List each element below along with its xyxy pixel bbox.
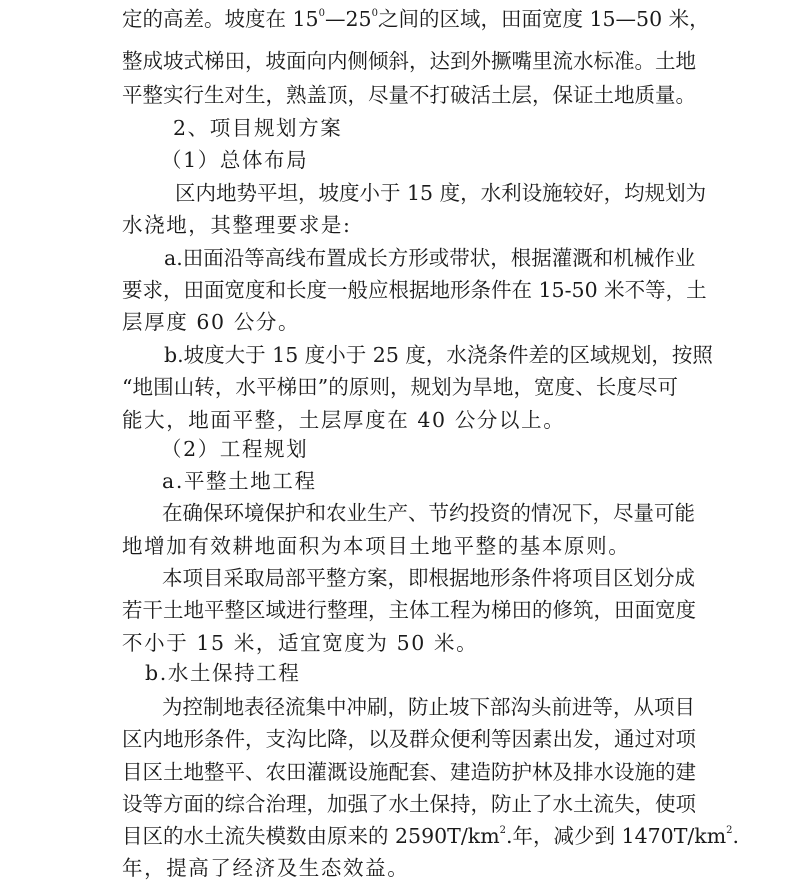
text-segment: 要求，田面宽度和长度一般应根据地形条件在 15-50 米不等，土 [122,278,707,302]
text-line [162,562,695,594]
text-line [122,594,696,626]
text-segment: 区内地势平坦，坡度小于 15 度，水利设施较好，均规划为 [175,181,707,205]
superscript: 2 [726,825,733,837]
text-line [122,45,696,77]
text-segment: . [732,824,740,848]
text-line [122,209,522,241]
text-line [122,627,522,659]
text-segment: “地围山转，水平梯田”的原则，规划为旱地，宽度、长度尽可 [122,375,678,399]
text-line [122,852,522,884]
text-segment: a.平整土地工程 [162,469,317,493]
text-line [122,3,710,35]
text-line [122,274,707,306]
item-heading [145,657,545,689]
text-line [122,723,696,755]
text-line [122,306,522,338]
superscript: 0 [371,8,378,20]
text-segment: 年，提高了经济及生态效益。 [122,856,410,880]
text-segment: 不小于 15 米，适宜宽度为 50 米。 [122,631,479,655]
text-segment: .年，减少到 1470T/km [506,824,727,848]
text-segment: b.水土保持工程 [145,661,301,685]
text-segment: 能大，地面平整，土层厚度在 40 公分以上。 [122,408,566,432]
item-heading [162,465,562,497]
text-line [162,497,695,529]
text-segment: —25 [324,7,372,31]
text-segment: 目区土地整平、农田灌溉设施配套、建造防护林及排水设施的建 [122,760,696,784]
text-segment: 本项目采取局部平整方案，即根据地形条件将项目区划分成 [162,566,695,590]
text-segment: （2）工程规划 [161,437,309,461]
text-segment: 为控制地表径流集中冲刷，防止坡下部沟头前进等，从项目 [162,695,695,719]
section-heading [173,112,573,144]
text-line [162,691,695,723]
text-line [122,530,642,562]
text-line [122,788,696,820]
superscript: 0 [318,8,325,20]
subsection-heading [161,433,561,465]
superscript: 2 [499,825,507,837]
text-segment: （1）总体布局 [161,148,309,172]
text-segment: 定的高差。坡度在 15 [122,7,319,31]
text-segment: 区内地形条件，支沟比降，以及群众便利等因素出发，通过对项 [122,727,696,751]
text-segment: 目区的水土流失模数由原来的 2590T/km [122,824,500,848]
text-line [164,339,713,371]
text-segment: 整成坡式梯田，坡面向内侧倾斜，达到外撅嘴里流水标准。土地 [122,49,696,73]
text-segment: 之间的区域，田面宽度 15—50 米， [377,7,710,31]
text-segment: 层厚度 60 公分。 [122,310,301,334]
text-segment: 平整实行生对生，熟盖顶，尽量不打破活土层，保证土地质量。 [122,83,696,107]
text-segment: 地增加有效耕地面积为本项目土地平整的基本原则。 [122,534,631,558]
text-segment: 在确保环境保护和农业生产、节约投资的情况下，尽量可能 [162,501,695,525]
text-segment: 水浇地，其整理要求是: [122,213,352,237]
text-segment: a.田面沿等高线布置成长方形或带状，根据灌溉和机械作业 [164,246,696,270]
text-line [122,79,696,111]
text-segment: b.坡度大于 15 度小于 25 度，水浇条件差的区域规划，按照 [164,343,713,367]
text-segment: 2、项目规划方案 [173,116,343,140]
text-segment: 设等方面的综合治理，加强了水土保持，防止了水土流失，使项 [122,792,696,816]
text-line [164,242,696,274]
text-segment: 若干土地平整区域进行整理，主体工程为梯田的修筑，田面宽度 [122,598,696,622]
subsection-heading [161,144,561,176]
text-line [122,404,622,436]
text-line [122,756,696,788]
text-line [122,371,678,403]
text-line [122,820,740,852]
text-line [175,177,707,209]
